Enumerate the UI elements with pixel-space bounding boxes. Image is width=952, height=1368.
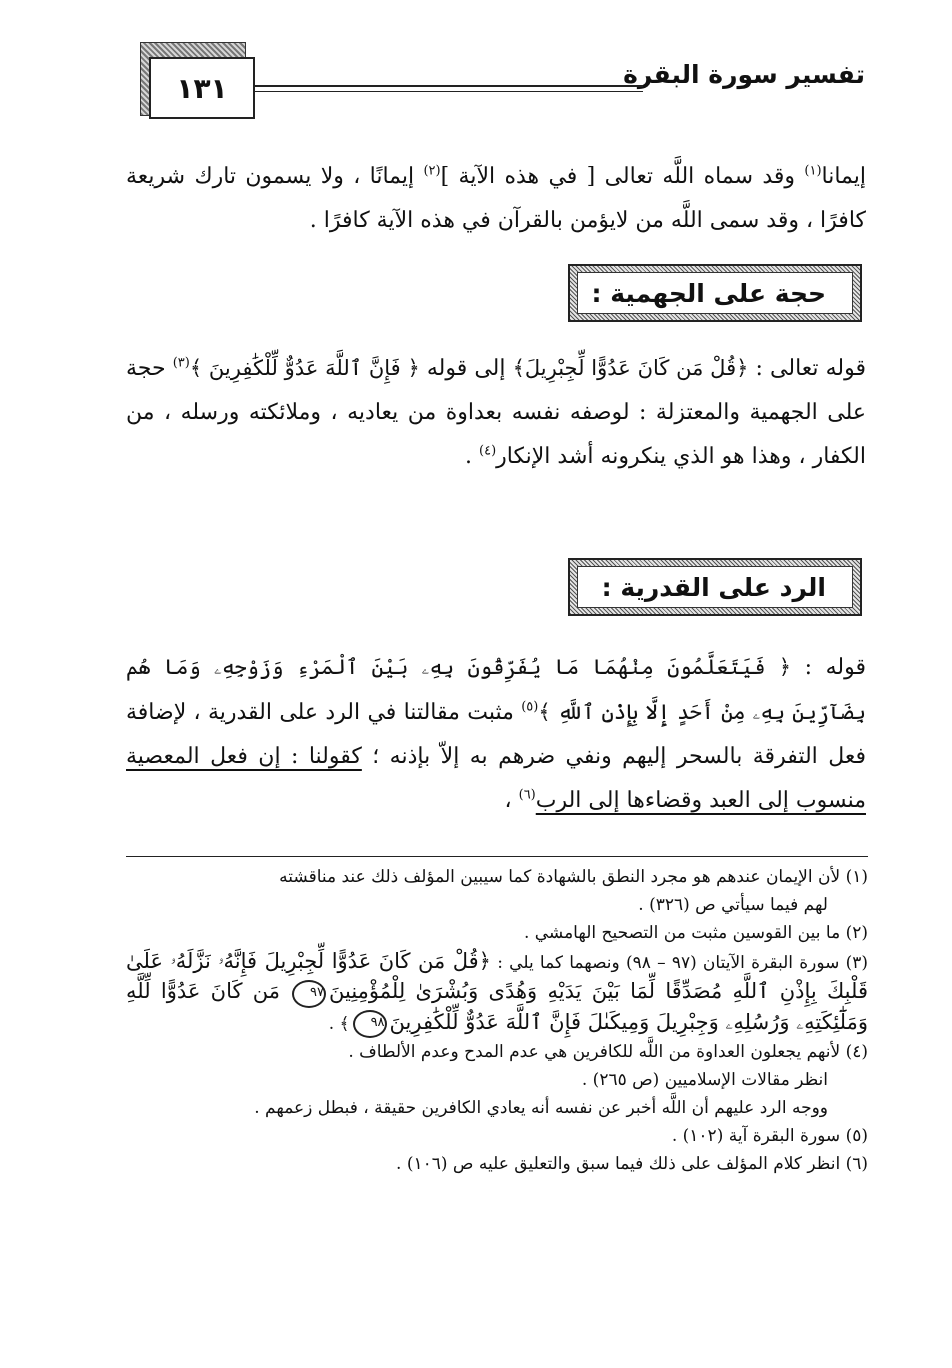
section-heading-frame-qadariyya: [568, 558, 862, 616]
footnote-rule: [126, 856, 868, 857]
page-number: ١٣١: [149, 57, 255, 119]
p2-text-a: قوله تعالى :: [748, 356, 866, 381]
p1-text-c: إيمانًا ، ولا يسمون تارك شريعة كافرًا ، وقد سمى اللَّه من لايؤمن بالقرآن في هذه الآية كافرًا .: [126, 164, 866, 233]
footnote-4-ref: انظر مقالات الإسلاميين (ص ٢٦٥) .: [581, 1070, 828, 1090]
paragraph-3: [126, 645, 866, 823]
p2-text-b: إلى قوله: [419, 356, 513, 381]
footnote-ref-2[interactable]: (٢): [423, 163, 441, 179]
ayah-number-98-icon: ٩٨: [353, 1010, 387, 1038]
footnote-3-intro: (٣) سورة البقرة الآيتان (٩٧ – ٩٨) ونصهما كما يلي :: [491, 953, 868, 973]
paragraph-2: [126, 346, 866, 479]
p1-text-b: وقد سماه اللَّه تعالى [ في هذه الآية ]: [440, 164, 805, 189]
section-heading-jahmiyya: حجة على الجهمية :: [577, 272, 853, 314]
p2-text-d: .: [465, 444, 479, 469]
p3-text-c: ،: [504, 788, 519, 813]
footnote-6: (٦) انظر كلام المؤلف على ذلك فيما سبق والتعليق عليه ص (١٠٦) .: [396, 1154, 868, 1174]
footnotes: [126, 856, 868, 1178]
page-number-frame: [140, 42, 246, 116]
footnote-2: (٢) ما بين القوسين مثبت من التصحيح الهامشي .: [523, 923, 868, 943]
footnote-3-quran-b: مَن كَانَ عَدُوًّا لِّلَّهِ وَمَلَٰٓئِكَتِهِۦ وَرُسُلِهِۦ وَجِبْرِيلَ وَمِيكَىٰلَ فَإِنَّ ٱللَّهَ عَدُوٌّ لِّلْكَٰفِرِينَ: [126, 979, 868, 1034]
p3-text-a: قوله :: [791, 655, 867, 680]
section-heading-frame-jahmiyya: [568, 264, 862, 322]
p2-text-c: حجة على الجهمية والمعتزلة : لوصفه نفسه بعداوة من يعاديه ، وملائكته ورسله ، من الكفار ، وهذا هو الذي ينكرونه أشد الإنكار: [126, 356, 866, 469]
footnote-4-note: ووجه الرد عليهم أن اللَّه أخبر عن نفسه أنه يعادي الكافرين حقيقة ، فبطل زعمهم .: [254, 1098, 828, 1118]
quran-quote-b: ﴿ فَإِنَّ ٱللَّهَ عَدُوٌّ لِّلْكَٰفِرِينَ ﴾: [189, 356, 420, 380]
footnote-1-cont: لهم فيما سيأتي ص (٣٢٦) .: [638, 895, 828, 915]
footnote-ref-1[interactable]: (١): [804, 163, 822, 179]
footnote-3-end: ﴾ .: [328, 1013, 350, 1034]
section-heading-qadariyya: الرد على القدرية :: [577, 566, 853, 608]
footnote-ref-4[interactable]: (٤): [479, 443, 497, 459]
paragraph-1: [126, 155, 866, 243]
footnote-ref-5[interactable]: (٥): [521, 699, 539, 715]
header-rule: [248, 85, 643, 92]
footnote-3-quran-a: ﴿قُلْ مَن كَانَ عَدُوًّا لِّجِبْرِيلَ فَإِنَّهُۥ نَزَّلَهُۥ عَلَىٰ قَلْبِكَ بِإِذْنِ ٱللَّهِ مُصَدِّقًا لِّمَا بَيْنَ يَدَيْهِ وَهُدًى وَبُشْرَىٰ لِلْمُؤْمِنِينَ: [126, 949, 869, 1003]
quran-quote-c: ﴿ فَيَتَعَلَّمُونَ مِنْهُمَا مَا يُفَرِّقُونَ بِهِۦ بَيْنَ ٱلْمَرْءِ وَزَوْجِهِۦ وَمَا هُم بِضَآرِّينَ بِهِۦ مِنْ أَحَدٍ إِلَّا بِإِذْنِ ٱللَّهِ ﴾: [126, 655, 866, 724]
ayah-number-97-icon: ٩٧: [292, 980, 326, 1008]
quran-quote-a: ﴿قُلْ مَن كَانَ عَدُوًّا لِّجِبْرِيلَ﴾: [512, 356, 749, 380]
p3-text-b: مثبت مقالتنا في الرد على القدرية ، لإضافة فعل التفرقة بالسحر إليهم ونفي ضرهم به إلاّ بإذنه ؛: [126, 700, 867, 769]
footnote-1: (١) لأن الإيمان عندهم هو مجرد النطق بالشهادة كما سيبين المؤلف ذلك عند مناقشته: [279, 867, 868, 887]
footnote-ref-6[interactable]: (٦): [518, 787, 536, 803]
footnote-ref-3[interactable]: (٣): [172, 355, 190, 371]
footnote-5: (٥) سورة البقرة آية (١٠٢) .: [671, 1126, 868, 1146]
underlined-phrase: كقولنا : إن فعل المعصية منسوب إلى العبد وقضاءها إلى الرب: [126, 744, 866, 813]
p1-text-a: إيمانا: [821, 164, 867, 189]
page-header: [130, 40, 865, 120]
running-title: تفسير سورة البقرة: [623, 60, 865, 89]
footnote-3: [126, 947, 868, 1038]
footnote-4: (٤) لأنهم يجعلون العداوة من اللَّه للكافرين هي عدم المدح وعدم الألطاف .: [348, 1042, 868, 1062]
